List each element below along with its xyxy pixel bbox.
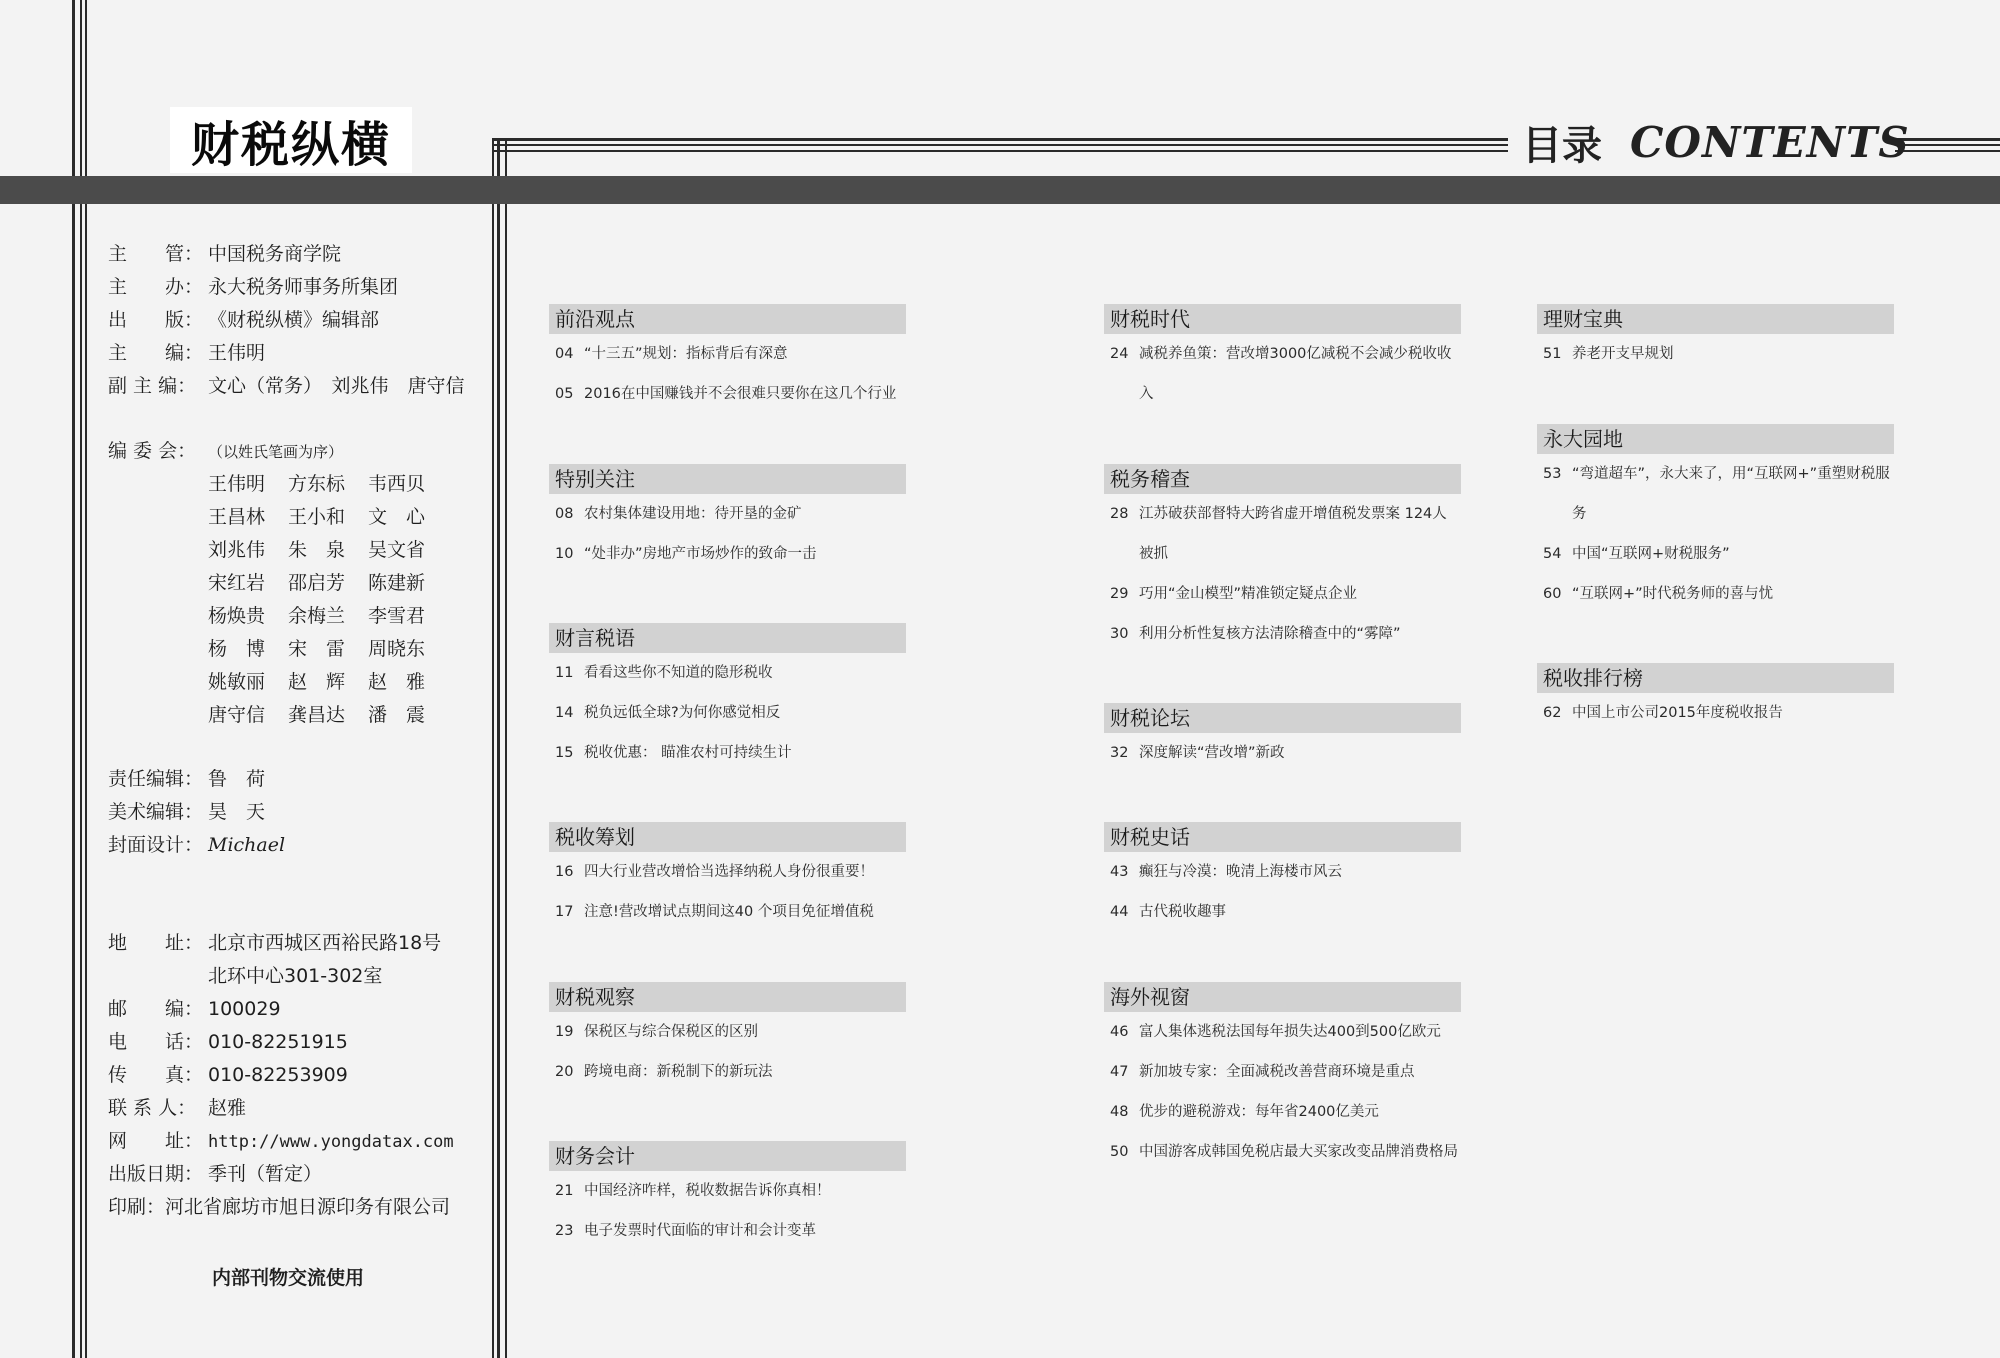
entry-title: 巧用“金山模型”精准锁定疑点企业 — [1139, 586, 1358, 602]
page-number: 50 — [1110, 1144, 1129, 1160]
masthead-row: 主 办： 永大税务师事务所集团 — [108, 276, 399, 298]
toc-entry[interactable] — [549, 733, 906, 773]
section-heading: 永大园地 — [1537, 424, 1894, 454]
section-heading: 前沿观点 — [549, 304, 906, 334]
section-heading: 财税观察 — [549, 982, 906, 1012]
page-number: 28 — [1110, 506, 1129, 522]
toc-section — [549, 822, 906, 932]
contact-row: 出版日期： 季刊（暂定） — [108, 1163, 323, 1185]
entry-title: 看看这些你不知道的隐形税收 — [584, 665, 773, 681]
section-heading: 税收排行榜 — [1537, 663, 1894, 693]
toc-entry[interactable] — [1104, 892, 1461, 932]
committee-row: 杨 博 宋 雷 周晓东 — [208, 638, 426, 660]
toc-entry[interactable] — [1104, 334, 1461, 414]
header-rule — [492, 144, 1508, 146]
committee-row: 宋红岩 邵启芳 陈建新 — [208, 572, 426, 594]
page-number: 29 — [1110, 586, 1129, 602]
page-number: 14 — [555, 705, 574, 721]
page-number: 62 — [1543, 705, 1562, 721]
contact-row: 邮 编： 100029 — [108, 998, 281, 1020]
contact-row: 传 真： 010-82253909 — [108, 1064, 348, 1086]
page-number: 15 — [555, 745, 574, 761]
entry-title: 2016在中国赚钱并不会很难只要你在这几个行业 — [584, 386, 897, 402]
toc-section — [1104, 703, 1461, 773]
masthead-row: 出 版： 《财税纵横》编辑部 — [108, 309, 380, 331]
entry-title: 优步的避税游戏：每年省2400亿美元 — [1139, 1104, 1379, 1120]
toc-entry[interactable] — [1104, 1012, 1461, 1052]
entry-title: 电子发票时代面临的审计和会计变革 — [584, 1223, 816, 1239]
toc-section — [549, 464, 906, 574]
masthead-row: 主 编： 王伟明 — [108, 342, 266, 364]
toc-section — [1537, 424, 1894, 614]
toc-entry[interactable] — [1104, 614, 1461, 654]
toc-entry[interactable] — [1537, 534, 1894, 574]
section-heading: 财税时代 — [1104, 304, 1461, 334]
entry-title: 新加坡专家：全面减税改善营商环境是重点 — [1139, 1064, 1415, 1080]
toc-entry[interactable] — [1104, 852, 1461, 892]
entry-title: 中国“互联网+财税服务” — [1572, 546, 1730, 562]
section-heading: 财务会计 — [549, 1141, 906, 1171]
page-number: 44 — [1110, 904, 1129, 920]
header-rule — [492, 150, 1508, 152]
entry-title: 中国经济咋样，税收数据告诉你真相！ — [584, 1183, 831, 1199]
entry-title: 深度解读“营改增”新政 — [1139, 745, 1285, 761]
toc-entry[interactable] — [1537, 574, 1894, 614]
toc-entry[interactable] — [549, 1171, 906, 1211]
editor-row: 美术编辑： 昊 天 — [108, 801, 266, 823]
toc-section — [1537, 663, 1894, 733]
page-number: 53 — [1543, 466, 1562, 482]
toc-entry[interactable] — [549, 892, 906, 932]
editor-row: 责任编辑： 鲁 荷 — [108, 768, 266, 790]
section-heading: 税收筹划 — [549, 822, 906, 852]
committee-row: 杨焕贵 余梅兰 李雪君 — [208, 605, 426, 627]
toc-entry[interactable] — [1537, 454, 1894, 534]
entry-title: “弯道超车”，永大来了，用“互联网+”重塑财税服务 — [1572, 466, 1890, 522]
entry-title: 农村集体建设用地：待开垦的金矿 — [584, 506, 802, 522]
contact-row: 地 址： 北京市西城区西裕民路18号 — [108, 932, 442, 954]
header-rule — [1895, 144, 2000, 146]
section-heading: 海外视窗 — [1104, 982, 1461, 1012]
page-number: 47 — [1110, 1064, 1129, 1080]
toc-section — [549, 982, 906, 1092]
committee-row: 刘兆伟 朱 泉 吴文省 — [208, 539, 426, 561]
contents-title — [1522, 112, 1910, 172]
toc-entry[interactable] — [1104, 1052, 1461, 1092]
header-rule — [1895, 150, 2000, 152]
printer-row: 印刷：河北省廊坊市旭日源印务有限公司 — [108, 1196, 451, 1218]
toc-entry[interactable] — [1104, 494, 1461, 574]
page-number: 05 — [555, 386, 574, 402]
page-number: 43 — [1110, 864, 1129, 880]
page-number: 23 — [555, 1223, 574, 1239]
toc-section — [549, 623, 906, 773]
section-heading: 特别关注 — [549, 464, 906, 494]
committee-row: 王伟明 方东标 韦西贝 — [208, 473, 426, 495]
page-number: 19 — [555, 1024, 574, 1040]
toc-entry[interactable] — [549, 852, 906, 892]
page-number: 21 — [555, 1183, 574, 1199]
toc-section — [549, 304, 906, 414]
entry-title: 中国游客成韩国免税店最大买家改变品牌消费格局 — [1139, 1144, 1458, 1160]
toc-entry[interactable] — [549, 494, 906, 534]
section-heading: 税务稽查 — [1104, 464, 1461, 494]
toc-section — [1104, 464, 1461, 654]
frame-line — [492, 138, 494, 1358]
page-number: 11 — [555, 665, 574, 681]
toc-section — [1537, 304, 1894, 374]
entry-title: 养老开支早规划 — [1572, 346, 1674, 362]
committee-row: 唐守信 龚昌达 潘 震 — [208, 704, 426, 726]
page-number: 24 — [1110, 346, 1129, 362]
page-number: 48 — [1110, 1104, 1129, 1120]
contact-row: 北环中心301-302室 — [208, 965, 383, 987]
header-rule — [492, 138, 1508, 141]
entry-title: 税负远低全球?为何你感觉相反 — [584, 705, 781, 721]
committee-row: 王昌林 王小和 文 心 — [208, 506, 426, 528]
masthead-row: 副 主 编： 文心（常务） 刘兆伟 唐守信 — [108, 375, 465, 397]
entry-title: 跨境电商：新税制下的新玩法 — [584, 1064, 773, 1080]
frame-line — [505, 138, 507, 1358]
masthead-row: 主 管： 中国税务商学院 — [108, 243, 342, 265]
page-number: 08 — [555, 506, 574, 522]
entry-title: 江苏破获部督特大跨省虚开增值税发票案 124人被抓 — [1139, 506, 1447, 562]
section-heading: 财言税语 — [549, 623, 906, 653]
entry-title: 古代税收趣事 — [1139, 904, 1226, 920]
toc-entry[interactable] — [1104, 733, 1461, 773]
contents-title-cn: 目录 — [1522, 122, 1602, 169]
magazine-logo: 财税纵横 — [170, 107, 412, 173]
entry-title: “处非办”房地产市场炒作的致命一击 — [584, 546, 817, 562]
frame-line — [497, 138, 500, 1358]
entry-title: “互联网+”时代税务师的喜与忧 — [1572, 586, 1774, 602]
toc-entry[interactable] — [1537, 334, 1894, 374]
toc-entry[interactable] — [549, 1211, 906, 1251]
toc-entry[interactable] — [549, 693, 906, 733]
entry-title: 中国上市公司2015年度税收报告 — [1572, 705, 1783, 721]
toc-section — [1104, 982, 1461, 1172]
entry-title: 四大行业营改增恰当选择纳税人身份很重要！ — [584, 864, 874, 880]
toc-entry[interactable] — [549, 1012, 906, 1052]
toc-entry[interactable] — [549, 653, 906, 693]
internal-use-note: 内部刊物交流使用 — [212, 1267, 365, 1289]
toc-entry[interactable] — [549, 374, 906, 414]
page-number: 46 — [1110, 1024, 1129, 1040]
entry-title: “十三五”规划：指标背后有深意 — [584, 346, 788, 362]
website-link[interactable]: http://www.yongdatax.com — [208, 1132, 454, 1152]
contact-row: 联 系 人： 赵雅 — [108, 1097, 247, 1119]
entry-title: 减税养鱼策：营改增3000亿减税不会减少税收收入 — [1139, 346, 1452, 402]
section-heading: 财税论坛 — [1104, 703, 1461, 733]
committee-header: 编 委 会： （以姓氏笔画为序） — [108, 440, 344, 462]
toc-section — [549, 1141, 906, 1251]
editor-row: 封面设计： Michael — [108, 834, 286, 856]
entry-title: 注意!营改增试点期间这40 个项目免征增值税 — [584, 904, 874, 920]
page-number: 17 — [555, 904, 574, 920]
toc-entry[interactable] — [549, 534, 906, 574]
page-number: 51 — [1543, 346, 1562, 362]
header-rule — [1895, 138, 2000, 141]
toc-section — [1104, 304, 1461, 414]
toc-entry[interactable] — [1104, 574, 1461, 614]
toc-section — [1104, 822, 1461, 932]
page-number: 32 — [1110, 745, 1129, 761]
toc-entry[interactable] — [549, 1052, 906, 1092]
page-number: 60 — [1543, 586, 1562, 602]
toc-entry[interactable] — [1104, 1092, 1461, 1132]
entry-title: 税收优惠： 瞄准农村可持续生计 — [584, 745, 792, 761]
toc-entry[interactable] — [1537, 693, 1894, 733]
page-number: 16 — [555, 864, 574, 880]
contact-row: 电 话： 010-82251915 — [108, 1031, 348, 1053]
page-number: 30 — [1110, 626, 1129, 642]
committee-row: 姚敏丽 赵 辉 赵 雅 — [208, 671, 426, 693]
entry-title: 保税区与综合保税区的区别 — [584, 1024, 758, 1040]
page-number: 20 — [555, 1064, 574, 1080]
page-number: 10 — [555, 546, 574, 562]
entry-title: 富人集体逃税法国每年损失达400到500亿欧元 — [1139, 1024, 1441, 1040]
toc-entry[interactable] — [1104, 1132, 1461, 1172]
contents-title-en: CONTENTS — [1630, 117, 1910, 167]
entry-title: 癫狂与冷漠：晚清上海楼市风云 — [1139, 864, 1342, 880]
contact-row: 网 址： http://www.yongdatax.com — [108, 1130, 454, 1152]
toc-entry[interactable] — [549, 334, 906, 374]
page-number: 54 — [1543, 546, 1562, 562]
page-number: 04 — [555, 346, 574, 362]
section-heading: 财税史话 — [1104, 822, 1461, 852]
header-band — [0, 176, 2000, 204]
entry-title: 利用分析性复核方法清除稽查中的“雾障” — [1139, 626, 1401, 642]
section-heading: 理财宝典 — [1537, 304, 1894, 334]
